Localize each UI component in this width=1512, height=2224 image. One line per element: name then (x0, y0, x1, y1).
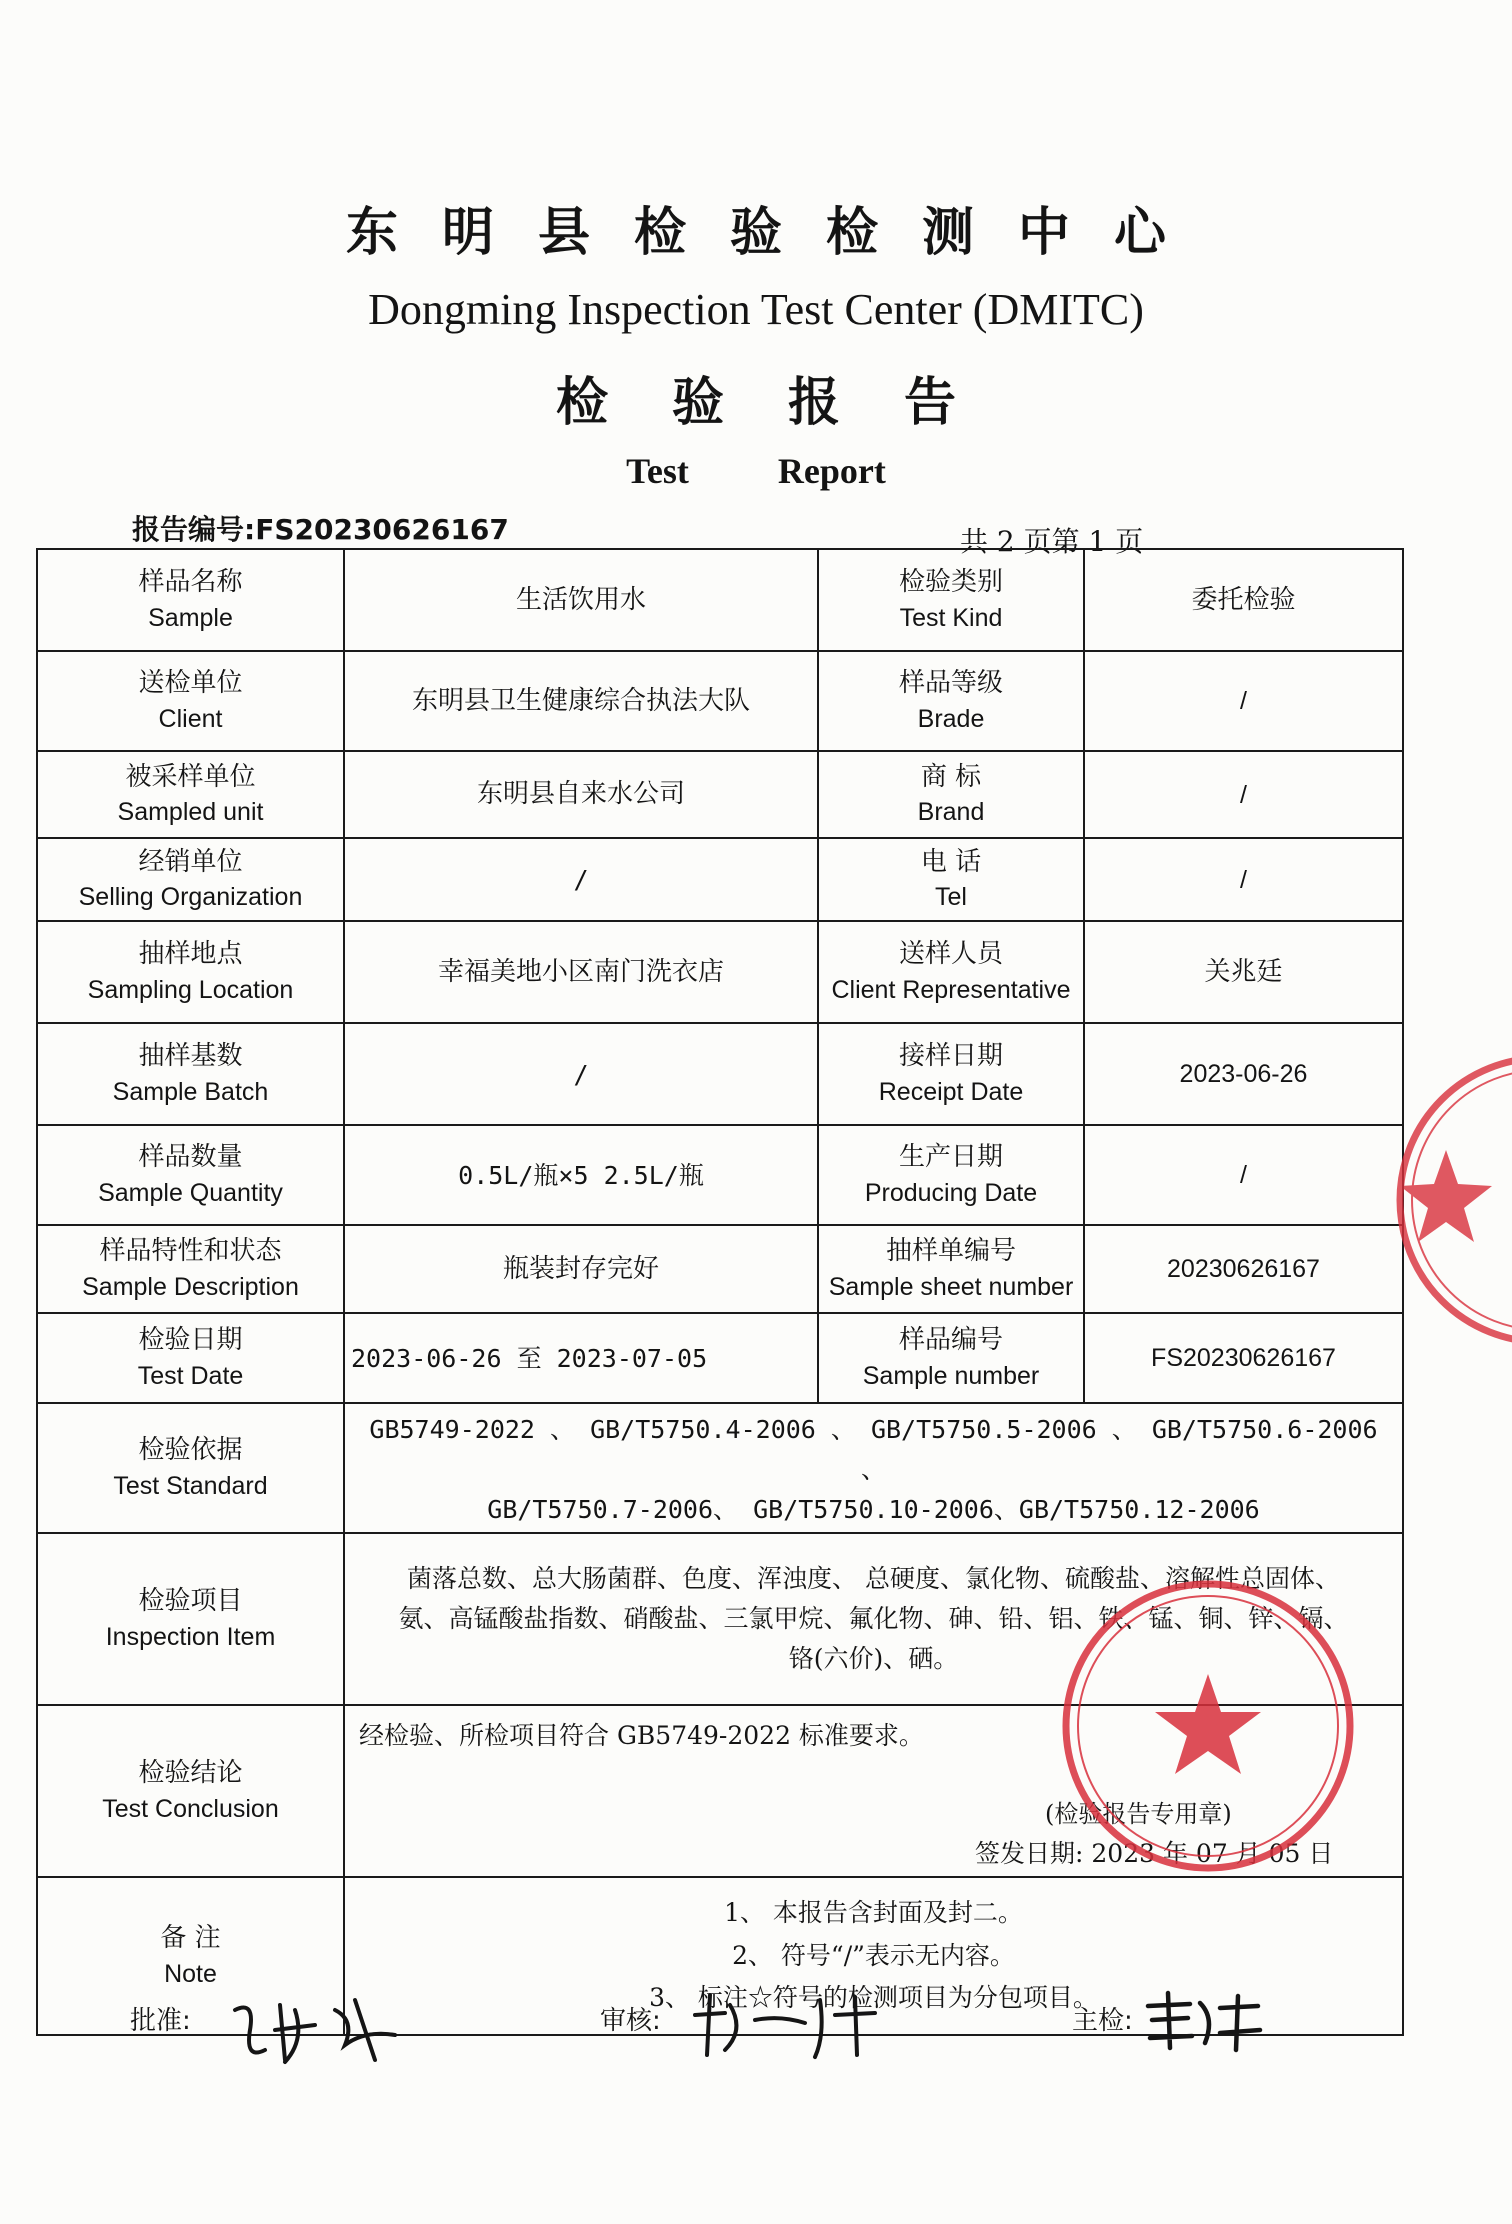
value-cell (1084, 651, 1403, 751)
label-cell (818, 1023, 1084, 1125)
value-text: / (1240, 865, 1247, 894)
label-cell (818, 1313, 1084, 1403)
value-text: / (1240, 780, 1247, 809)
value-text: 20230626167 (1167, 1255, 1320, 1283)
value-text: 生活饮用水 (515, 584, 646, 615)
label-cell (37, 1705, 344, 1877)
label-cn: 检验依据 (138, 1435, 243, 1466)
label-cn: 样品名称 (138, 567, 243, 598)
inspector-label: 主检: (1072, 2006, 1133, 2036)
label-en: Sample sheet number (828, 1272, 1074, 1301)
label-en: Sample Quantity (98, 1178, 283, 1207)
label-cn: 检验类别 (898, 567, 1003, 598)
value-cell (344, 921, 818, 1023)
table-row (37, 651, 1403, 751)
label-en: Client Representative (831, 975, 1071, 1004)
label-cell (37, 1125, 344, 1225)
label-en: Sampled unit (117, 798, 264, 827)
label-en: Sampling Location (87, 975, 294, 1004)
value-text: 瓶装封存完好 (502, 1253, 659, 1284)
label-en: Client (158, 704, 223, 733)
report-number (132, 508, 509, 548)
seal-label: (检验报告专用章) (1045, 1800, 1232, 1828)
label-cn: 检验项目 (138, 1586, 243, 1617)
value-cell (344, 651, 818, 751)
label-cn: 抽样基数 (138, 1041, 243, 1072)
label-cell (37, 651, 344, 751)
label-cn: 经销单位 (138, 846, 243, 877)
value-text: 东明县自来水公司 (476, 779, 685, 810)
value-text: / (1240, 1161, 1247, 1189)
value-text: 0.5L/瓶×5 2.5L/瓶 (458, 1160, 704, 1190)
label-en: Sample (148, 603, 233, 632)
label-en: Sample Description (82, 1272, 299, 1301)
label-cell (818, 549, 1084, 651)
value-cell (344, 1225, 818, 1313)
label-cell (818, 921, 1084, 1023)
issue-date-value: 2023 年 07 月 05 日 (1091, 1839, 1334, 1868)
label-cell (37, 549, 344, 651)
label-cn: 备 注 (160, 1923, 221, 1954)
value-text: 幸福美地小区南门洗衣店 (437, 956, 724, 987)
value-text: 委托检验 (1191, 584, 1296, 615)
value-text: / (1240, 687, 1247, 715)
label-cn: 样品特性和状态 (99, 1236, 282, 1267)
table-row (37, 838, 1403, 921)
label-cell (37, 921, 344, 1023)
review-label: 审核: (600, 2006, 661, 2036)
edge-seal-stamp (1392, 1050, 1512, 1350)
items-line-3: 铬(六价)、硒。 (788, 1644, 959, 1673)
note-line-3: 3、 标注☆符号的检测项目为分包项目。 (649, 1983, 1098, 2013)
value-cell (344, 1023, 818, 1125)
note-line-1: 1、 本报告含封面及封二。 (724, 1898, 1023, 1928)
label-cell (37, 1225, 344, 1313)
approve-label: 批准: (130, 2006, 191, 2036)
value-text: 关兆廷 (1204, 956, 1283, 987)
value-text: 东明县卫生健康综合执法大队 (411, 685, 750, 716)
label-en: Selling Organization (78, 883, 303, 912)
label-cn: 电 话 (920, 846, 982, 877)
label-cn: 样品编号 (898, 1325, 1003, 1356)
label-cell (37, 1533, 344, 1705)
label-cn: 送样人员 (898, 939, 1003, 970)
value-text: 2023-06-26 (1179, 1060, 1308, 1088)
report-number-label: 报告编号: (132, 513, 256, 546)
label-cell (818, 751, 1084, 838)
value-text: / (573, 1059, 589, 1089)
label-cell (37, 751, 344, 838)
value-cell (1084, 1023, 1403, 1125)
value-cell (344, 1125, 818, 1225)
value-cell (1084, 921, 1403, 1023)
value-cell (344, 1313, 818, 1403)
table-row (37, 1125, 1403, 1225)
table-row (37, 751, 1403, 838)
center-title-en: Dongming Inspection Test Center (DMITC) (368, 285, 1144, 334)
label-en: Producing Date (864, 1178, 1038, 1207)
label-cell (37, 1403, 344, 1533)
standard-line-1: GB5749-2022 、 GB/T5750.4-2006 、 GB/T5750.5-2006 、 GB/T5750.6-2006 、 (369, 1415, 1378, 1484)
label-cell (818, 651, 1084, 751)
label-en: Note (164, 1959, 217, 1988)
label-cn: 抽样地点 (138, 939, 243, 970)
label-en: Test Date (137, 1361, 244, 1390)
items-line-2: 氨、高锰酸盐指数、硝酸盐、三氯甲烷、氟化物、砷、铅、铝、铁、锰、铜、锌、镉、 (398, 1604, 1349, 1633)
table-row (37, 1023, 1403, 1125)
report-number-value: FS20230626167 (255, 513, 509, 546)
value-cell (1084, 838, 1403, 921)
label-cell (37, 838, 344, 921)
label-en: Sample Batch (112, 1077, 269, 1106)
label-en: Brade (917, 704, 985, 733)
official-seal-stamp (1058, 1576, 1358, 1876)
label-cell (37, 1313, 344, 1403)
table-row (37, 921, 1403, 1023)
report-title-cn: 检验报告 (555, 372, 1020, 433)
label-cn: 检验日期 (138, 1325, 243, 1356)
label-cn: 抽样单编号 (885, 1236, 1016, 1267)
center-title-cn: 东明县检验检测中心 (345, 202, 1210, 263)
label-cn: 生产日期 (898, 1142, 1003, 1173)
label-cell (818, 1225, 1084, 1313)
standard-line-2: GB/T5750.7-2006、 GB/T5750.10-2006、GB/T5750.12-2006 (487, 1495, 1260, 1524)
items-line-1: 菌落总数、总大肠菌群、色度、浑浊度、 总硬度、氯化物、硫酸盐、溶解性总固体、 (407, 1564, 1340, 1593)
value-cell (1084, 1313, 1403, 1403)
value-cell (344, 549, 818, 651)
label-cn: 送检单位 (138, 668, 243, 699)
label-cn: 样品数量 (138, 1142, 243, 1173)
table-row (37, 1225, 1403, 1313)
label-en: Inspection Item (105, 1622, 276, 1651)
value-cell (344, 838, 818, 921)
reviewer-signature (685, 1985, 895, 2065)
label-cn: 样品等级 (898, 668, 1003, 699)
label-en: Sample number (862, 1361, 1040, 1390)
label-cell (818, 838, 1084, 921)
value-text: FS20230626167 (1151, 1344, 1336, 1372)
value-text: 2023-06-26 至 2023-07-05 (351, 1343, 708, 1373)
value-cell (1084, 1225, 1403, 1313)
value-text: / (573, 865, 589, 894)
page-info: 共 2 页第 1 页 (960, 525, 1144, 558)
label-en: Test Kind (899, 603, 1003, 632)
label-en: Test Conclusion (102, 1794, 279, 1823)
label-en: Test Standard (113, 1471, 268, 1500)
table-row-standard (37, 1403, 1403, 1533)
report-title-en: Test Report (626, 451, 886, 491)
value-cell (1084, 549, 1403, 651)
inspector-signature (1140, 1988, 1270, 2058)
table-row (37, 1313, 1403, 1403)
label-en: Tel (935, 883, 967, 912)
label-cn: 检验结论 (138, 1758, 243, 1789)
value-cell (1084, 1125, 1403, 1225)
value-cell (344, 751, 818, 838)
label-en: Receipt Date (878, 1077, 1024, 1106)
label-cell (37, 1023, 344, 1125)
issue-date-label: 签发日期: (975, 1839, 1084, 1868)
label-cell (818, 1125, 1084, 1225)
table-row (37, 549, 1403, 651)
label-cn: 接样日期 (898, 1041, 1003, 1072)
label-en: Brand (917, 798, 985, 827)
standard-value (344, 1403, 1403, 1533)
conclusion-text: 经检验、所检项目符合 GB5749-2022 标准要求。 (359, 1721, 924, 1750)
note-line-2: 2、 符号“/”表示无内容。 (732, 1940, 1015, 1970)
value-cell (1084, 751, 1403, 838)
label-cn: 商 标 (920, 761, 982, 792)
approver-signature (225, 1990, 425, 2070)
label-cn: 被采样单位 (125, 761, 256, 792)
